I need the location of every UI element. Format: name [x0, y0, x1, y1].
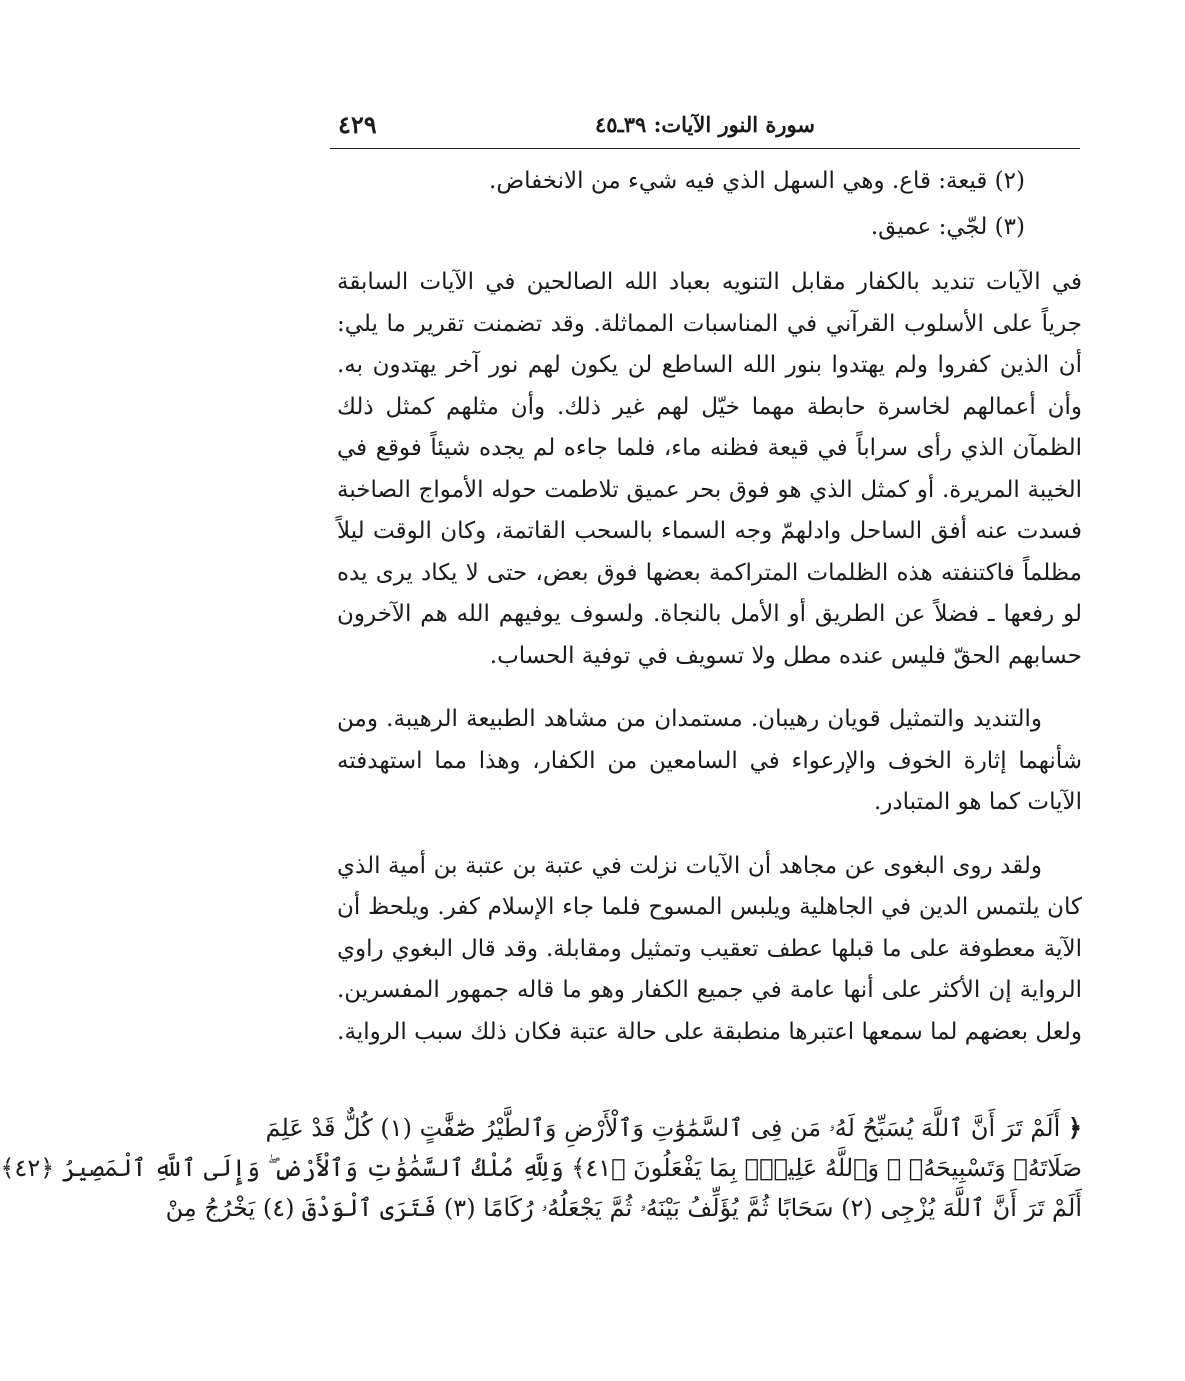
ornate-brace-icon: ﴿: [1067, 1113, 1082, 1142]
running-header: [330, 108, 1080, 149]
verse-line-1-text: أَلَمْ تَرَ أَنَّ ٱللَّهَ يُسَبِّحُ لَهُۥ مَن فِى ٱلسَّمَٰوَٰتِ وَٱلْأَرْضِ وَٱلطَّيْرُ صَٰٓفَّٰتٍ (١) كُلٌّ قَدْ عَلِمَ: [265, 1114, 1061, 1142]
page-title: سورة النور الآيات: ٣٩ـ٤٥: [595, 112, 815, 137]
paragraph-3: ولقد روى البغوى عن مجاهد أن الآيات نزلت في عتبة بن عتبة بن أمية الذي كان يلتمس الدين في الجاهلية ويلبس المسوح فلما جاء الإسلام كفر. ويلحظ أن الآية معطوفة على ما قبلها عطف تعقيب وتمثيل ومقابلة. وقد قال البغوي راوي الرواية إن الأكثر على أنها عامة في جميع الكفار وهو ما قاله جمهور المفسرين. ولعل بعضهم لما سمعها اعتبرها منطبقة على حالة عتبة فكان ذلك سبب الرواية.: [337, 852, 1082, 1045]
quran-verses: [0, 1108, 1082, 1228]
paragraph-1: في الآيات تنديد بالكفار مقابل التنويه بعباد الله الصالحين في الآيات السابقة جرياً على الأسلوب القرآني في المناسبات المماثلة. وقد تضمنت تقرير ما يلي: أن الذين كفروا ولم يهتدوا بنور الله الساطع لن يكون لهم نور آخر يهتدون به. وأن أعمالهم لخاسرة حابطة مهما خيّل لهم غير ذلك. وأن مثلهم كمثل ذلك الظمآن الذي رأى سراباً في قيعة فظنه ماء، فلما جاءه لم يجده شيئاً فوقع في الخيبة المريرة. أو كمثل الذي هو فوق بحر عميق تلاطمت حوله الأمواج الصاخبة فسدت عنه أفق الساحل وادلهمّ وجه السماء بالسحب القاتمة، وكان الوقت ليلاً مظلماً فاكتنفته هذه الظلمات المتراكمة بعضها فوق بعض، حتى لا يكاد يرى يده لو رفعها ـ فضلاً عن الطريق أو الأمل بالنجاة. ولسوف يوفيهم الله هم الآخرون حسابهم الحقّ فليس عنده مطل ولا تسويف في توفية الحساب.: [337, 269, 1082, 669]
verse-line-2: صَلَاتَهُۥ وَتَسْبِيحَهُۥ ۗ وَٱللَّهُ عَلِيمٌۢ بِمَا يَفْعَلُونَ ﴿٤١﴾ وَلِلَّهِ مُلْكُ ٱلسَّمَٰوَٰتِ وَٱلْأَرْضِ ۖ وَإِلَى ٱللَّهِ ٱلْمَصِيرُ ﴿٤٢﴾: [0, 1154, 1082, 1182]
page-number: ٤٢٩: [338, 110, 377, 139]
paragraph-2: والتنديد والتمثيل قويان رهيبان. مستمدان من مشاهد الطبيعة الرهيبة. ومن شأنهما إثارة الخوف والإرعواء في السامعين من الكفار، وهذا مما استهدفته الآيات كما هو المتبادر.: [337, 706, 1082, 815]
commentary-text: [337, 262, 1082, 1075]
verse-line-1: [265, 1108, 1082, 1148]
footnotes: [375, 158, 1025, 250]
verse-line-3: أَلَمْ تَرَ أَنَّ ٱللَّهَ يُزْجِى (٢) سَحَابًا ثُمَّ يُؤَلِّفُ بَيْنَهُۥ ثُمَّ يَجْعَلُهُۥ رُكَامًا (٣) فَتَرَى ٱلْوَدْقَ (٤) يَخْرُجُ مِنْ: [165, 1194, 1082, 1222]
footnote-3: (٣) لجّي: عميق.: [870, 214, 1025, 240]
footnote-2: (٢) قيعة: قاع. وهي السهل الذي فيه شيء من الانخفاض.: [489, 168, 1025, 194]
